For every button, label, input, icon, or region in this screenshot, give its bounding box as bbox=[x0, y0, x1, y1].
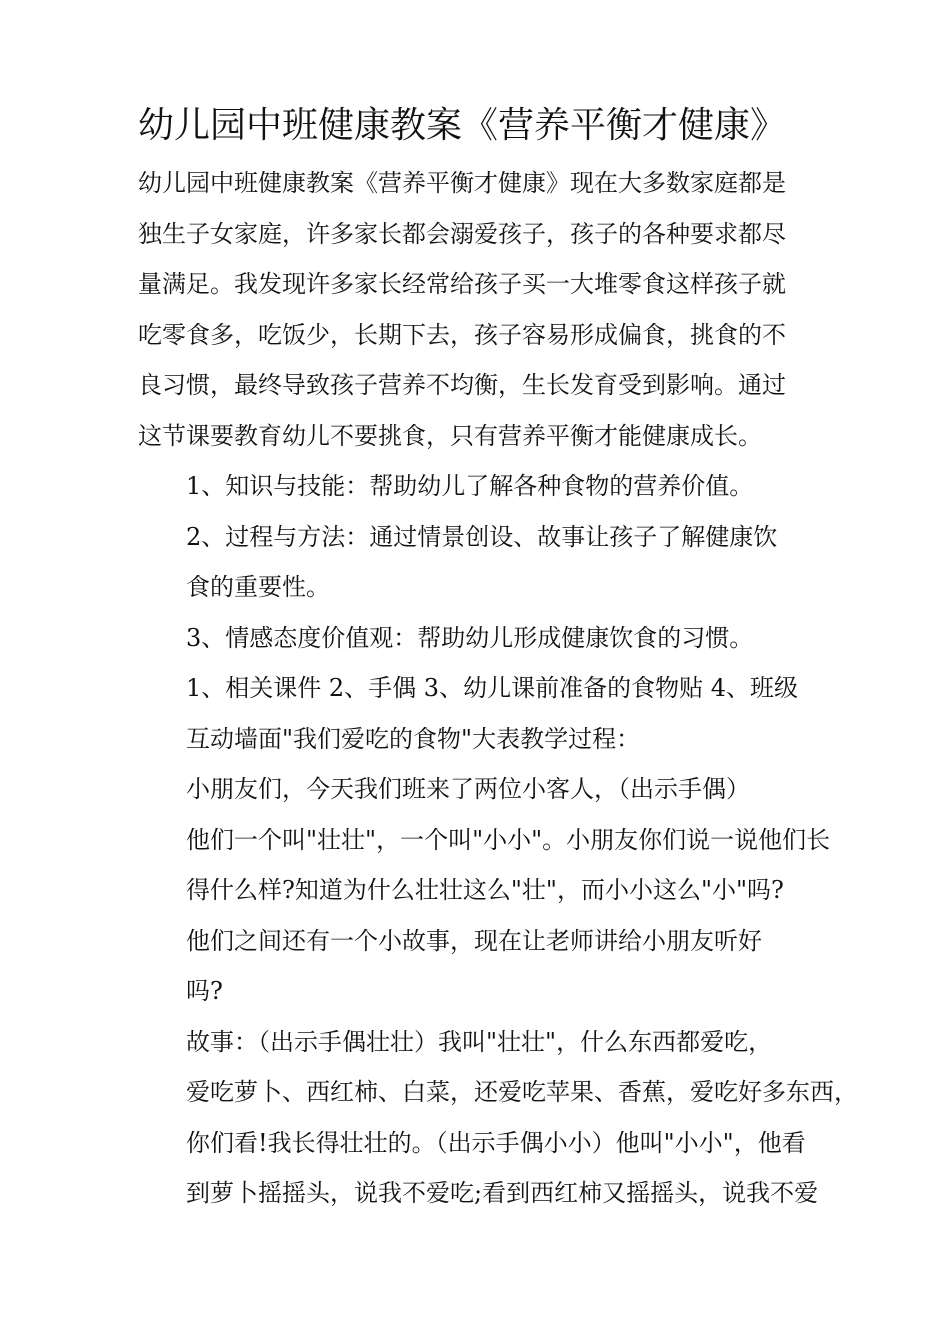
paragraph bbox=[138, 764, 838, 916]
text-line: 他们一个叫"壮壮"，一个叫"小小"。小朋友你们说一说他们长 bbox=[186, 825, 831, 854]
text-line: 良习惯，最终导致孩子营养不均衡，生长发育受到影响。通过 bbox=[138, 371, 786, 399]
document-body bbox=[138, 158, 858, 1219]
text-line: 独生子女家庭，许多家长都会溺爱孩子，孩子的各种要求都尽 bbox=[138, 219, 786, 248]
text-line: 他们之间还有一个小故事，现在让老师讲给小朋友听好 bbox=[186, 926, 762, 955]
document-title: 幼儿园中班健康教案《营养平衡才健康》 bbox=[138, 105, 787, 146]
text-line: 吃零食多，吃饭少，长期下去，孩子容易形成偏食，挑食的不 bbox=[138, 320, 786, 349]
paragraph bbox=[138, 663, 838, 764]
paragraph bbox=[138, 461, 838, 512]
text-line: 互动墙面"我们爱吃的食物"大表教学过程： bbox=[186, 724, 641, 753]
paragraph bbox=[138, 512, 838, 613]
text-line: 3、情感态度价值观：帮助幼儿形成健康饮食的习惯。 bbox=[186, 623, 754, 652]
text-line: 你们看!我长得壮壮的。（出示手偶小小）他叫"小小"，他看 bbox=[186, 1128, 806, 1157]
text-line: 幼儿园中班健康教案《营养平衡才健康》现在大多数家庭都是 bbox=[138, 169, 786, 197]
text-line: 爱吃萝卜、西红柿、白菜，还爱吃苹果、香蕉，爱吃好多东西， bbox=[186, 1078, 858, 1106]
text-line: 吗? bbox=[186, 977, 223, 1005]
paragraph bbox=[138, 916, 838, 1017]
text-line: 到萝卜摇摇头，说我不爱吃;看到西红柿又摇摇头，说我不爱 bbox=[186, 1179, 819, 1207]
text-line: 小朋友们，今天我们班来了两位小客人，（出示手偶） bbox=[186, 775, 750, 803]
text-line: 这节课要教育幼儿不要挑食，只有营养平衡才能健康成长。 bbox=[138, 421, 762, 450]
text-line: 故事：（出示手偶壮壮）我叫"壮壮"，什么东西都爱吃， bbox=[186, 1027, 773, 1056]
paragraph bbox=[138, 1017, 858, 1219]
paragraph bbox=[138, 613, 838, 664]
text-line: 量满足。我发现许多家长经常给孩子买一大堆零食这样孩子就 bbox=[138, 270, 786, 298]
text-line: 1、相关课件 2、手偶 3、幼儿课前准备的食物贴 4、班级 bbox=[186, 674, 798, 702]
paragraph bbox=[138, 158, 838, 461]
text-line: 得什么样?知道为什么壮壮这么"壮"，而小小这么"小"吗? bbox=[186, 876, 784, 904]
text-line: 2、过程与方法：通过情景创设、故事让孩子了解健康饮 bbox=[186, 522, 778, 551]
text-line: 食的重要性。 bbox=[186, 573, 330, 601]
text-line: 1、知识与技能：帮助幼儿了解各种食物的营养价值。 bbox=[186, 472, 754, 500]
